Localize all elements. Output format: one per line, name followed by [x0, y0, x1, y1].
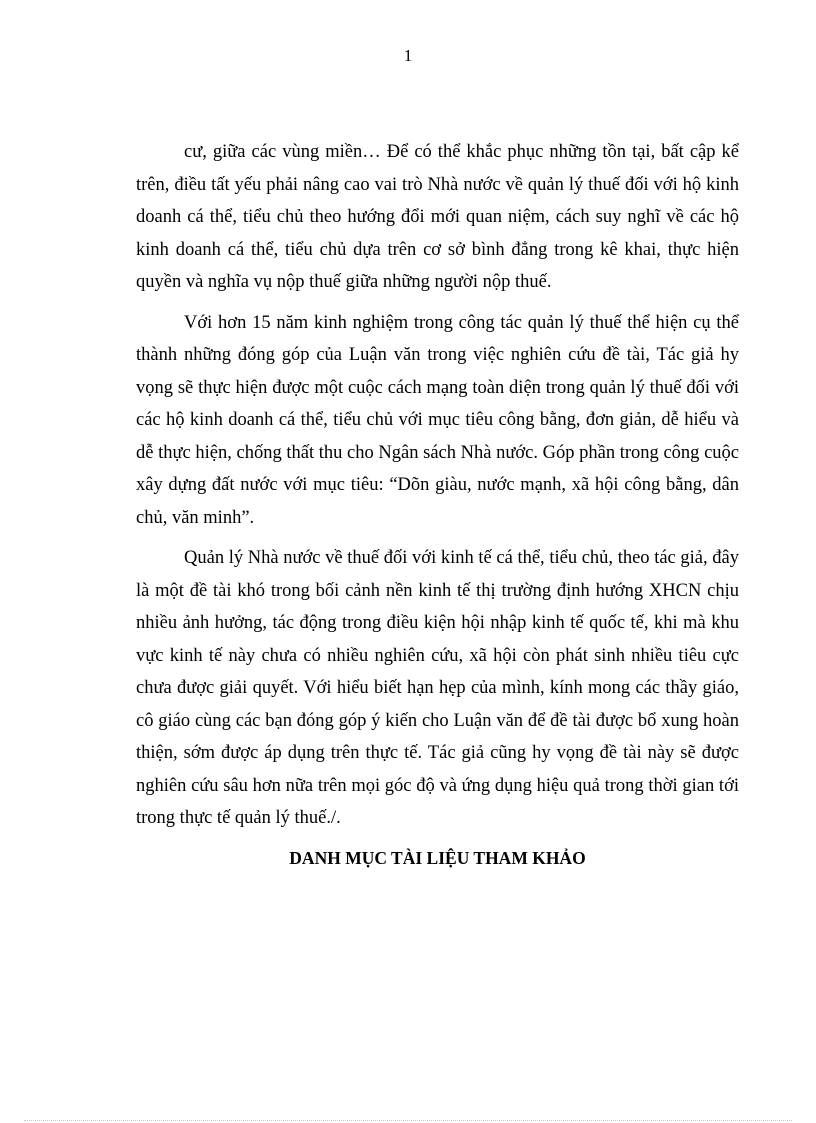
references-heading: DANH MỤC TÀI LIỆU THAM KHẢO: [289, 847, 586, 868]
document-body: [136, 136, 739, 873]
paragraph-closing-remarks: Quản lý Nhà nước về thuế đối với kinh tế cá thể, tiểu chủ, theo tác giả, đây là một đề tài khó trong bối cảnh nền kinh tế thị trường định hướng XHCN chịu nhiều ảnh hưởng, tác động trong điều kiện hội nhập kinh tế quốc tế, khi mà khu vực kinh tế này chưa có nhiều nghiên cứu, xã hội còn phát sinh nhiều tiêu cực chưa được giải quyết. Với hiểu biết hạn hẹp của mình, kính mong các thầy giáo, cô giáo cùng các bạn đóng góp ý kiến cho Luận văn để đề tài được bổ xung hoàn thiện, sớm được áp dụng trên thực tế. Tác giả cũng hy vọng đề tài này sẽ được nghiên cứu sâu hơn nữa trên mọi góc độ và ứng dụng hiệu quả trong thời gian tới trong thực tế quản lý thuế./.: [136, 548, 739, 828]
page-number: 1: [403, 46, 413, 65]
page-bottom-border: [24, 1120, 792, 1121]
paragraph-experience: Với hơn 15 năm kinh nghiệm trong công tác quản lý thuế thể hiện cụ thể thành những đóng góp của Luận văn trong việc nghiên cứu đề tài, Tác giả hy vọng sẽ thực hiện được một cuộc cách mạng toàn diện trong quản lý thuế đối với các hộ kinh doanh cá thể, tiểu chủ với mục tiêu công bằng, đơn giản, dễ hiểu và dễ thực hiện, chống thất thu cho Ngân sách Nhà nước. Góp phần trong công cuộc xây dựng đất nước với mục tiêu: “Dõn giàu, nước mạnh, xã hội công bằng, dân chủ, văn minh”.: [136, 312, 739, 528]
paragraph-conclusion-continued: cư, giữa các vùng miền… Để có thể khắc phục những tồn tại, bất cập kể trên, điều tất yếu phải nâng cao vai trò Nhà nước về quản lý thuế đối với hộ kinh doanh cá thể, tiểu chủ theo hướng đổi mới quan niệm, cách suy nghĩ về các hộ kinh doanh cá thể, tiểu chủ dựa trên cơ sở bình đẳng trong kê khai, thực hiện quyền và nghĩa vụ nộp thuế giữa những người nộp thuế.: [136, 142, 739, 292]
